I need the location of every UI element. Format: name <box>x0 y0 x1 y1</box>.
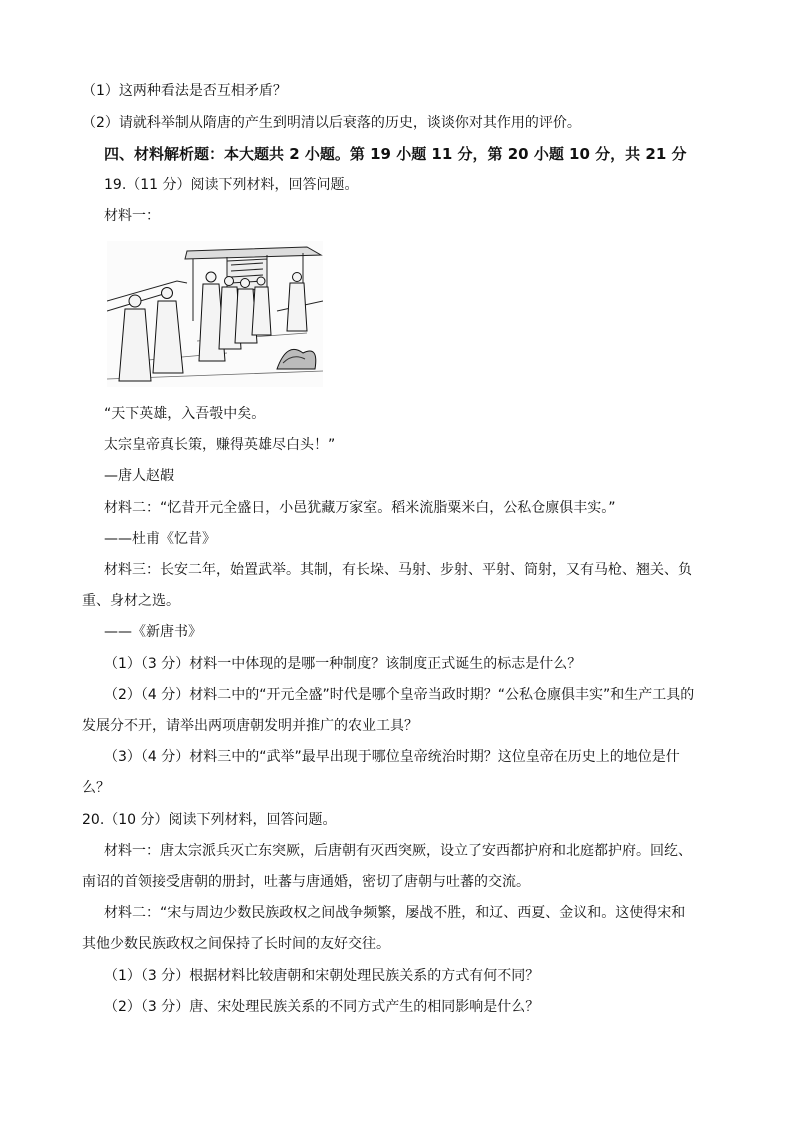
sub-question-1: （1）（3 分）材料一中体现的是哪一种制度？该制度正式诞生的标志是什么？ <box>104 656 582 672</box>
material-1-label: 材料一： <box>104 208 160 224</box>
poem-source: —唐人赵嘏 <box>104 468 174 484</box>
material-2: 材料二：“忆昔开元全盛日，小邑犹藏万家室。稻米流脂粟米白，公私仓廪俱丰实。” <box>104 500 616 516</box>
material-2-source: ——杜甫《忆昔》 <box>104 531 216 547</box>
question-19-intro: 19.（11 分）阅读下列材料，回答问题。 <box>104 177 359 193</box>
sub-question-2-line-1: （2）（4 分）材料二中的“开元全盛”时代是哪个皇帝当政时期？“公私仓廪俱丰实”和生产工具的 <box>104 687 695 703</box>
section-title: 四、材料解析题：本大题共 2 小题。第 19 小题 11 分，第 20 小题 10 分，共 21 分 <box>104 145 687 163</box>
sub-question-3-line-2: 么？ <box>82 780 110 796</box>
q20-sub-question-2: （2）（3 分）唐、宋处理民族关系的不同方式产生的相同影响是什么？ <box>104 999 540 1015</box>
sub-question-3-line-1: （3）（4 分）材料三中的“武举”最早出现于哪位皇帝统治时期？这位皇帝在历史上的地位是什 <box>104 749 680 765</box>
material-3-line-2: 重、身材之选。 <box>82 593 180 609</box>
material-3-line-1: 材料三：长安二年，始置武举。其制，有长垛、马射、步射、平射、筒射，又有马枪、翘关、负 <box>104 562 692 578</box>
sub-question-2-line-2: 发展分不开，请举出两项唐朝发明并推广的农业工具？ <box>82 718 418 734</box>
question-20-intro: 20.（10 分）阅读下列材料，回答问题。 <box>82 812 337 828</box>
question-2: （2）请就科举制从隋唐的产生到明清以后衰落的历史，谈谈你对其作用的评价。 <box>82 115 581 131</box>
q20-sub-question-1: （1）（3 分）根据材料比较唐朝和宋朝处理民族关系的方式有何不同？ <box>104 968 540 984</box>
material-3-source: ——《新唐书》 <box>104 624 202 640</box>
poem-line-1: “天下英雄，入吾彀中矣。 <box>104 406 266 422</box>
q20-material-1-line-1: 材料一：唐太宗派兵灭亡东突厥，后唐朝有灭西突厥，设立了安西都护府和北庭都护府。回纥、 <box>104 843 692 859</box>
poem-line-2: 太宗皇帝真长策，赚得英雄尽白头！” <box>104 437 336 453</box>
q20-material-2-line-2: 其他少数民族政权之间保持了长时间的友好交往。 <box>82 936 390 952</box>
illustration-exam-scene <box>107 241 323 387</box>
q20-material-1-line-2: 南诏的首领接受唐朝的册封，吐蕃与唐通婚，密切了唐朝与吐蕃的交流。 <box>82 874 530 890</box>
question-1: （1）这两种看法是否互相矛盾？ <box>82 83 287 99</box>
scene-drawing <box>107 241 323 387</box>
q20-material-2-line-1: 材料二：“宋与周边少数民族政权之间战争频繁，屡战不胜，和辽、西夏、金议和。这使得宋和 <box>104 905 686 921</box>
